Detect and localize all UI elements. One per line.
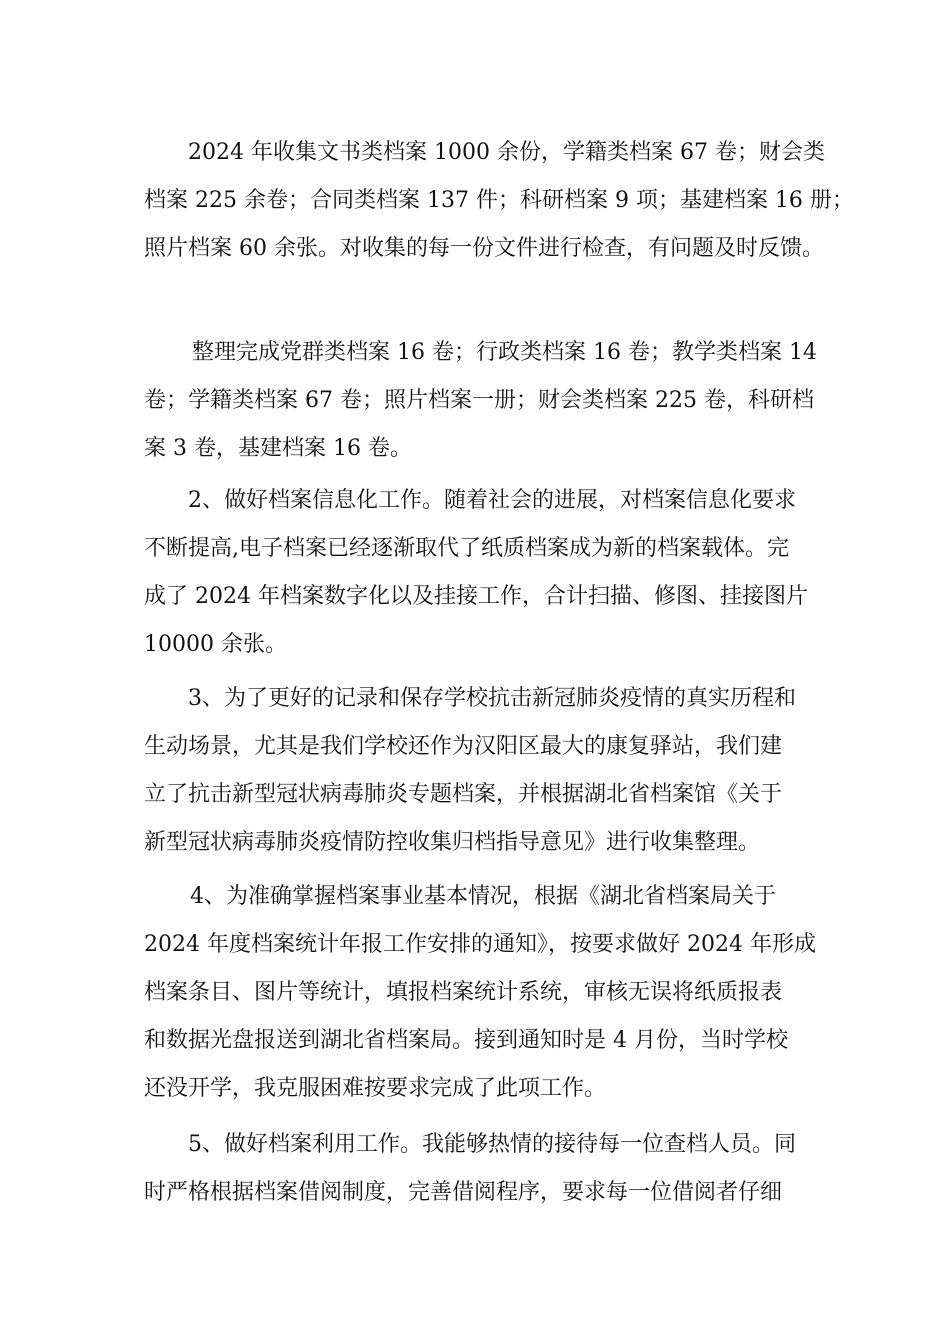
paragraph-3-line-1: 2、做好档案信息化工作。随着社会的进展，对档案信息化要求	[188, 488, 796, 513]
paragraph-2-line-1: 整理完成党群类档案 16 卷；行政类档案 16 卷；教学类档案 14	[192, 340, 817, 365]
paragraph-1-line-2: 档案 225 余卷；合同类档案 137 件；科研档案 9 项；基建档案 16 册；	[144, 188, 854, 213]
paragraph-1-line-3: 照片档案 60 余张。对收集的每一份文件进行检查，有问题及时反馈。	[144, 236, 824, 261]
paragraph-4-line-1: 3、为了更好的记录和保存学校抗击新冠肺炎疫情的真实历程和	[188, 686, 796, 711]
paragraph-5-line-1: 4、为准确掌握档案事业基本情况，根据《湖北省档案局关于	[190, 884, 776, 909]
paragraph-6-line-2: 时严格根据档案借阅制度，完善借阅程序，要求每一位借阅者仔细	[144, 1180, 783, 1205]
paragraph-5-line-3: 档案条目、图片等统计，填报档案统计系统，审核无误将纸质报表	[144, 980, 783, 1005]
paragraph-1-line-1: 2024 年收集文书类档案 1000 余份，学籍类档案 67 卷；财会类	[188, 140, 825, 165]
paragraph-4-line-2: 生动场景，尤其是我们学校还作为汉阳区最大的康复驿站，我们建	[144, 734, 783, 759]
paragraph-2-line-3: 案 3 卷，基建档案 16 卷。	[144, 436, 412, 461]
paragraph-3-line-4: 10000 余张。	[144, 632, 287, 657]
paragraph-5-line-5: 还没开学，我克服困难按要求完成了此项工作。	[144, 1076, 607, 1101]
paragraph-3-line-3: 成了 2024 年档案数字化以及挂接工作，合计扫描、修图、挂接图片	[144, 584, 808, 609]
paragraph-2-line-2: 卷；学籍类档案 67 卷；照片档案一册；财会类档案 225 卷，科研档	[144, 388, 814, 413]
paragraph-3-line-2: 不断提高,电子档案已经逐渐取代了纸质档案成为新的档案载体。完	[144, 536, 789, 561]
paragraph-4-line-4: 新型冠状病毒肺炎疫情防控收集归档指导意见》进行收集整理。	[144, 830, 761, 855]
paragraph-4-line-3: 立了抗击新型冠状病毒肺炎专题档案，并根据湖北省档案馆《关于	[144, 782, 783, 807]
paragraph-5-line-2: 2024 年度档案统计年报工作安排的通知》，按要求做好 2024 年形成	[144, 932, 816, 957]
paragraph-5-line-4: 和数据光盘报送到湖北省档案局。接到通知时是 4 月份，当时学校	[144, 1028, 788, 1053]
paragraph-6-line-1: 5、做好档案利用工作。我能够热情的接待每一位查档人员。同	[188, 1132, 796, 1157]
